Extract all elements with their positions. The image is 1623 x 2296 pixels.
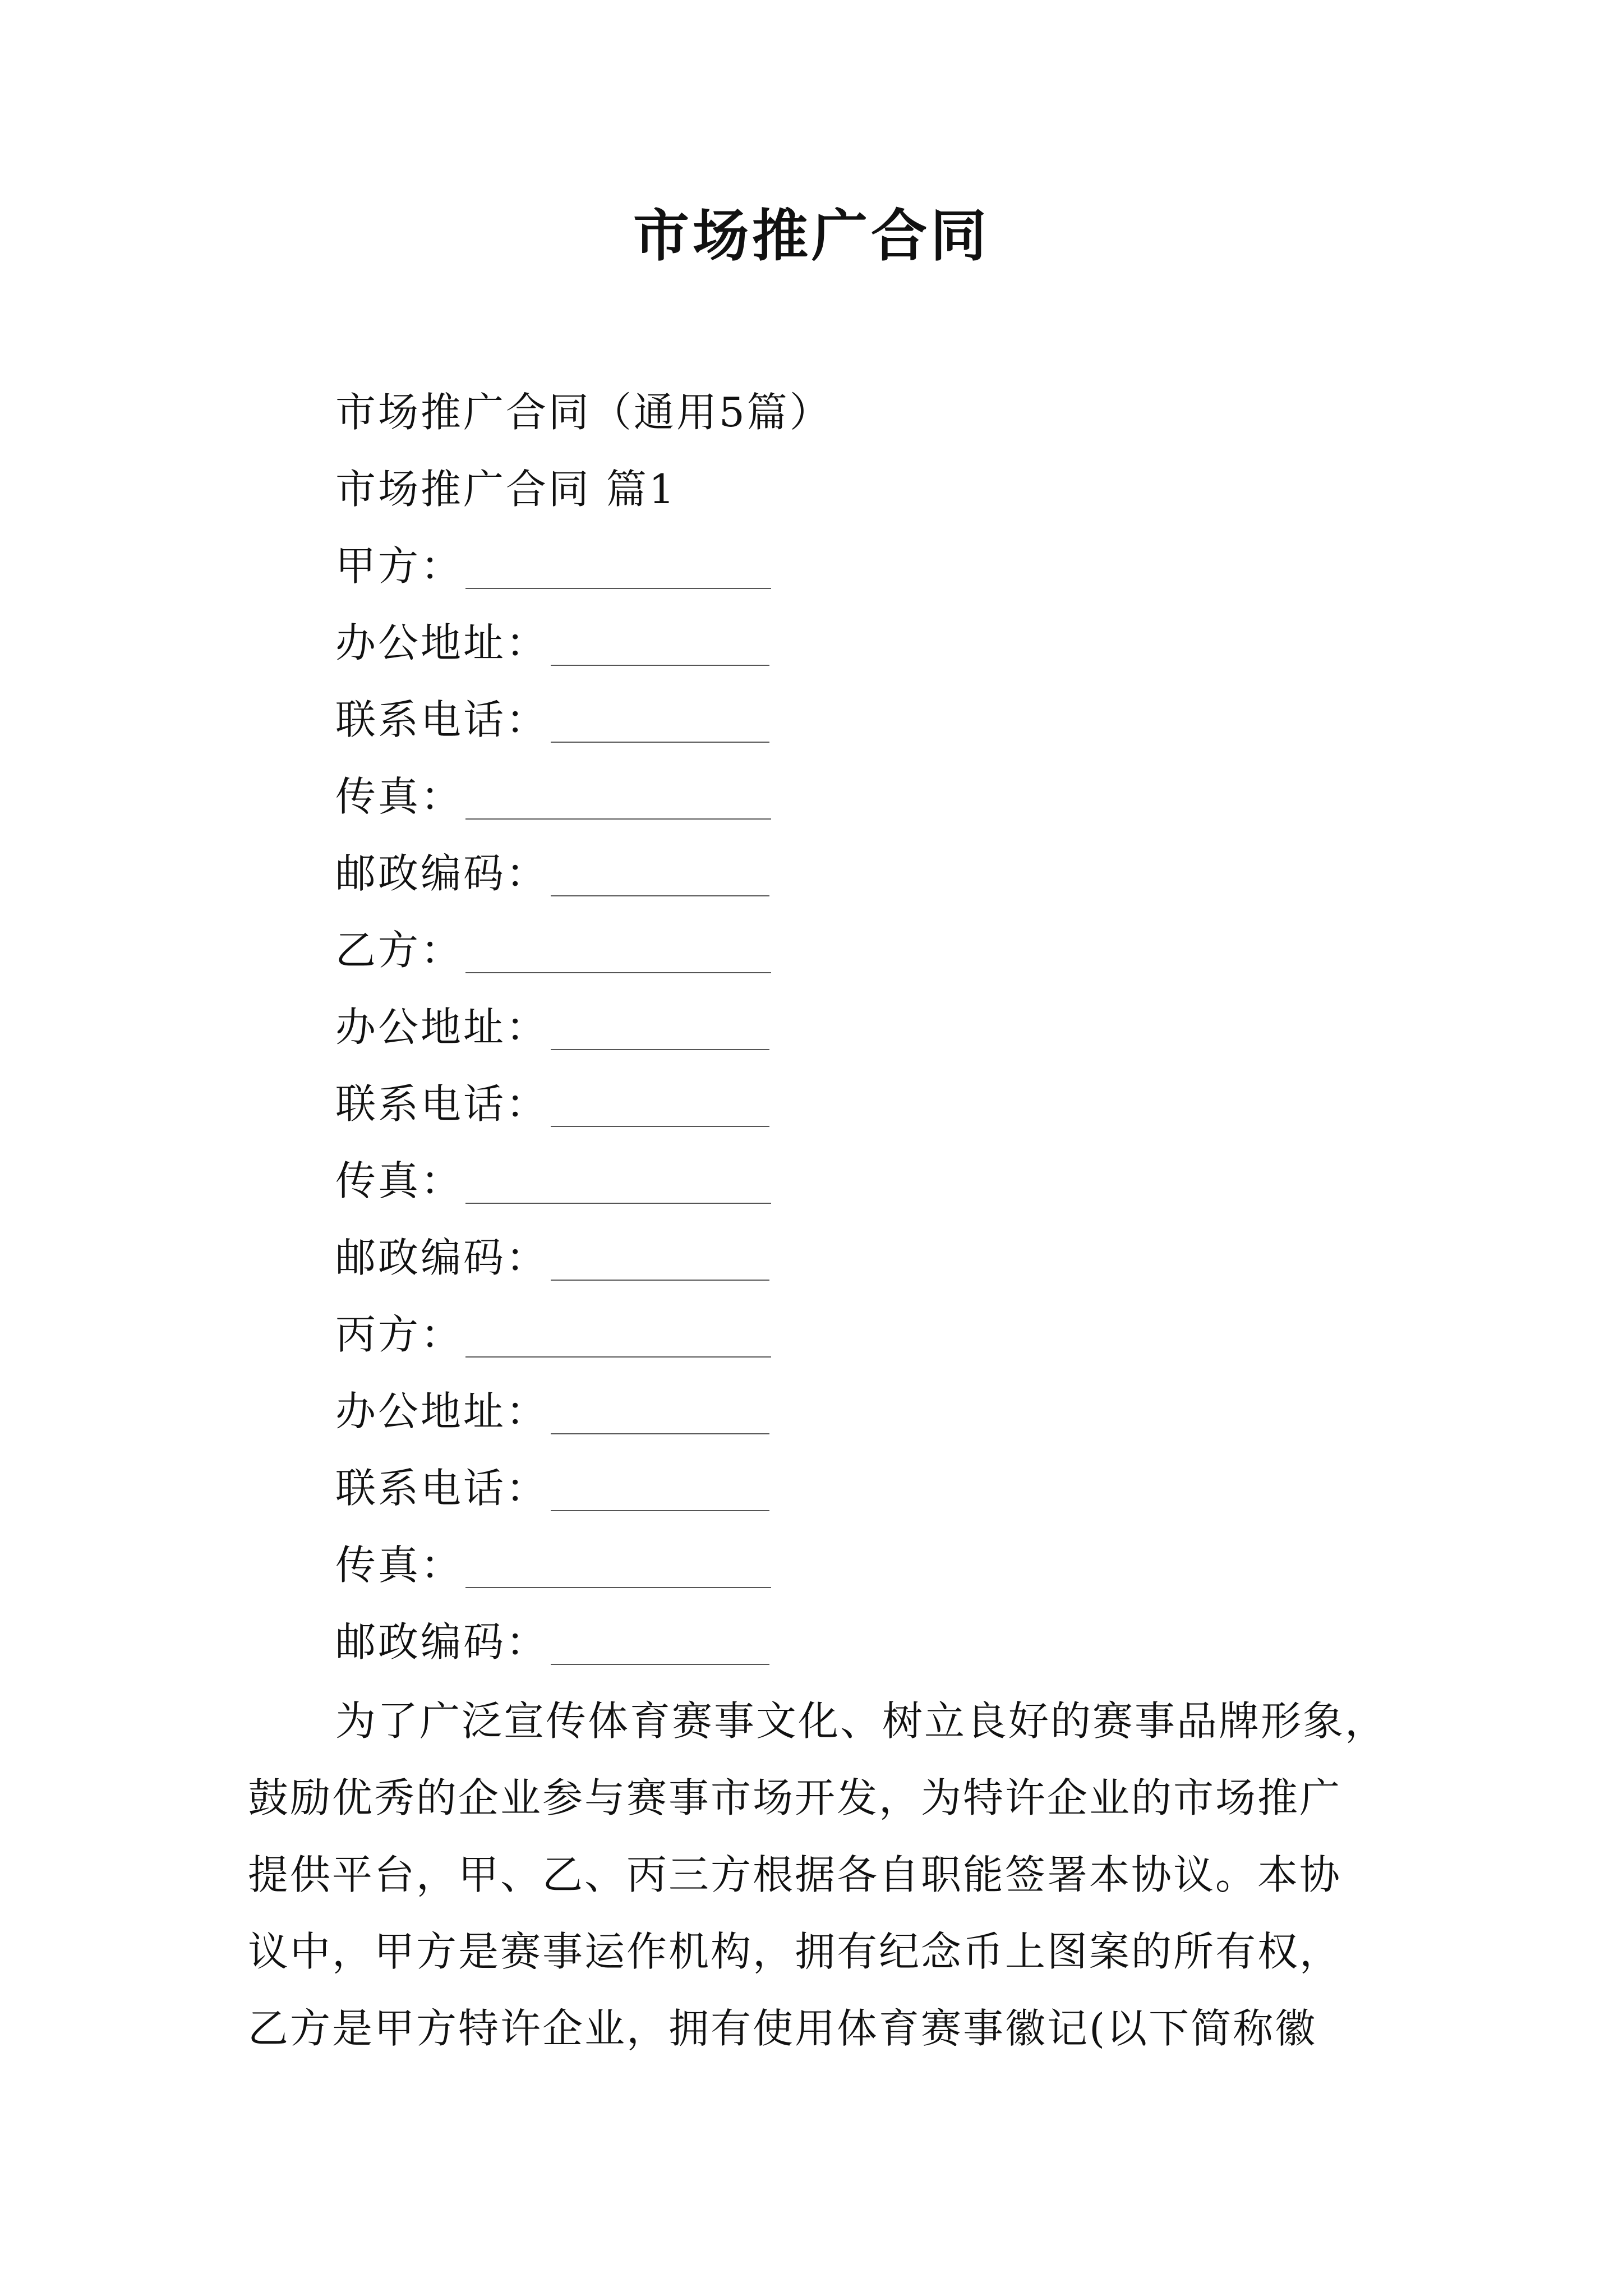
party-c-postcode-label: 邮政编码： (335, 1618, 549, 1665)
party-a-phone-blank[interactable] (551, 705, 769, 743)
party-a-label: 甲方： (335, 542, 464, 590)
party-c-phone-field (335, 1457, 769, 1519)
paragraph-line: 提供平台，甲、乙、丙三方根据各自职能签署本协议。本协 (248, 1851, 1342, 1898)
party-b-phone-blank[interactable] (551, 1089, 769, 1127)
party-b-phone-label: 联系电话： (335, 1080, 549, 1128)
party-b-fax-blank[interactable] (465, 1166, 771, 1204)
party-a-phone-field (335, 689, 769, 751)
party-b-phone-field (335, 1073, 769, 1135)
party-c-address-field (335, 1381, 769, 1442)
paragraph-line: 鼓励优秀的企业参与赛事市场开发，为特许企业的市场推广 (248, 1774, 1342, 1821)
party-a-fax-blank[interactable] (465, 781, 771, 820)
party-b-fax-field (335, 1150, 771, 1212)
party-c-address-blank[interactable] (551, 1396, 769, 1434)
party-b-address-label: 办公地址： (335, 1004, 549, 1051)
party-a-fax-field (335, 766, 771, 827)
party-c-fax-blank[interactable] (465, 1550, 771, 1588)
party-a-field (335, 535, 771, 597)
document-title: 市场推广合同 (633, 203, 990, 269)
party-c-address-label: 办公地址： (335, 1388, 549, 1435)
section-heading: 市场推广合同 篇1 (335, 466, 677, 513)
party-c-postcode-field (335, 1611, 769, 1673)
party-b-blank[interactable] (465, 935, 771, 973)
party-b-postcode-label: 邮政编码： (335, 1234, 549, 1281)
document-subtitle: 市场推广合同（通用5篇） (335, 389, 832, 436)
party-a-postcode-blank[interactable] (551, 858, 769, 896)
party-a-address-field (335, 612, 769, 674)
party-b-label: 乙方： (335, 927, 464, 974)
party-b-fax-label: 传真： (335, 1157, 464, 1204)
party-a-postcode-label: 邮政编码： (335, 850, 549, 897)
party-b-address-field (335, 996, 769, 1058)
party-a-postcode-field (335, 843, 769, 904)
party-c-phone-blank[interactable] (551, 1473, 769, 1511)
party-b-postcode-field (335, 1227, 769, 1289)
party-a-phone-label: 联系电话： (335, 696, 549, 743)
party-a-address-blank[interactable] (551, 628, 769, 666)
paragraph-line: 为了广泛宣传体育赛事文化、树立良好的赛事品牌形象， (335, 1697, 1387, 1745)
party-a-blank[interactable] (465, 551, 771, 589)
paragraph-line: 乙方是甲方特许企业，拥有使用体育赛事徽记(以下简称徽 (248, 2005, 1317, 2052)
party-c-fax-label: 传真： (335, 1542, 464, 1589)
party-c-fax-field (335, 1534, 771, 1596)
party-b-postcode-blank[interactable] (551, 1243, 769, 1281)
party-c-postcode-blank[interactable] (551, 1627, 769, 1665)
intro-paragraph (248, 1683, 1392, 2067)
party-a-fax-label: 传真： (335, 773, 464, 820)
party-c-label: 丙方： (335, 1311, 464, 1358)
party-a-address-label: 办公地址： (335, 619, 549, 666)
party-c-blank[interactable] (465, 1319, 771, 1358)
party-c-phone-label: 联系电话： (335, 1465, 549, 1512)
party-c-field (335, 1304, 771, 1365)
party-b-field (335, 919, 771, 981)
party-b-address-blank[interactable] (551, 1012, 769, 1050)
paragraph-line: 议中，甲方是赛事运作机构，拥有纪念币上图案的所有权， (248, 1928, 1342, 1975)
